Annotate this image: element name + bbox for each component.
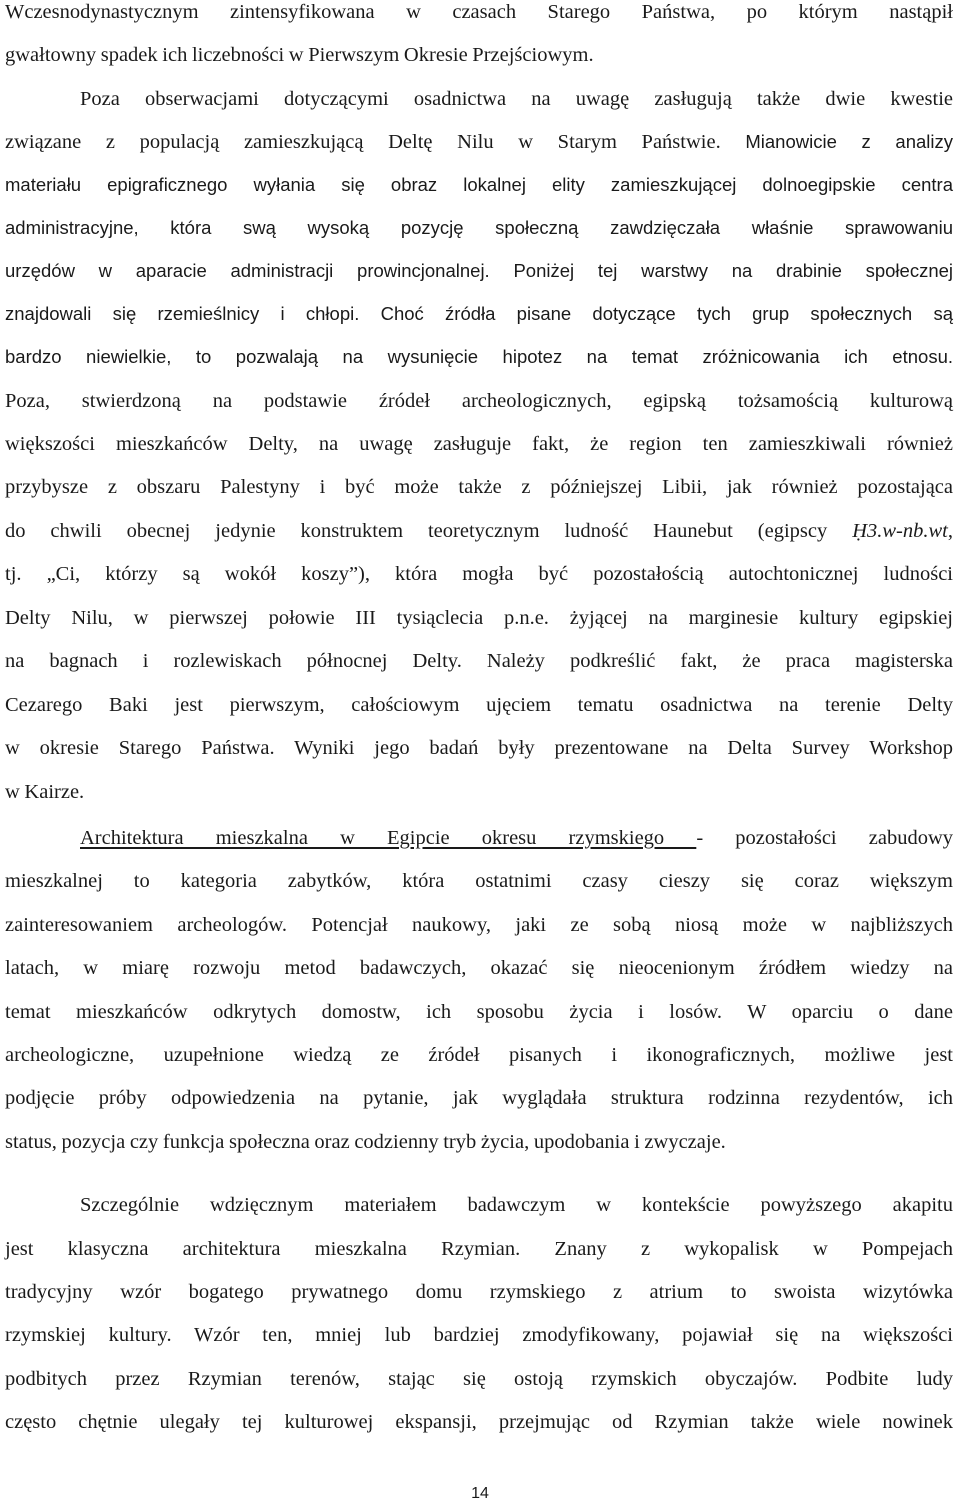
text-line: mieszkalnej to kategoria zabytków, która ostatnimi czasy cieszy się coraz większym	[5, 870, 953, 892]
text-line: gwałtowny spadek ich liczebności w Pierwszym Okresie Przejściowym.	[5, 44, 594, 66]
text-line: temat mieszkańców odkrytych domostw, ich sposobu życia i losów. W oparciu o dane	[5, 1001, 953, 1023]
text-line: jest klasyczna architektura mieszkalna Rzymian. Znany z wykopalisk w Pompejach	[5, 1238, 954, 1260]
text-line: w Kairze.	[5, 781, 85, 803]
text-line: do chwili obecnej jedynie konstruktem teoretycznym ludność Haunebut (egipscy Ḥ3.w-nb.wt,	[5, 520, 953, 542]
text-line: archeologiczne, uzupełnione wiedzą ze źródeł pisanych i ikonograficznych, możliwe jest	[5, 1044, 953, 1066]
text-line: w okresie Starego Państwa. Wyniki jego badań były prezentowane na Delta Survey Workshop	[5, 737, 953, 759]
text-line: tj. „Ci, którzy są wokół koszy”), która mogła być pozostałością autochtonicznej ludności	[5, 563, 953, 585]
text-line: Delty Nilu, w pierwszej połowie III tysiąclecia p.n.e. żyjącej na marginesie kultury egipskiej	[5, 607, 954, 629]
text-line: zainteresowaniem archeologów. Potencjał naukowy, jaki ze sobą niosą może w najbliższych	[5, 914, 954, 936]
text-line: urzędów w aparacie administracji prowincjonalnej. Poniżej tej warstwy na drabinie społecznej	[5, 260, 954, 281]
text-line: Wczesnodynastycznym zintensyfikowana w czasach Starego Państwa, po którym nastąpił	[5, 1, 953, 23]
text-line: Poza obserwacjami dotyczącymi osadnictwa na uwagę zasługują także dwie kwestie	[80, 88, 953, 110]
text-line: znajdowali się rzemieślnicy i chłopi. Choć źródła pisane dotyczące tych grup społecznych są	[5, 303, 953, 324]
text-line: związane z populacją zamieszkującą Deltę Nilu w Starym Państwie. Mianowicie z analizy	[5, 131, 954, 153]
text-line: administracyjne, która swą wysoką pozycję społeczną zawdzięczała właśnie sprawowaniu	[5, 217, 953, 238]
text-line: rzymskiej kultury. Wzór ten, mniej lub bardziej zmodyfikowany, pojawiał się na większości	[5, 1324, 953, 1346]
text-line: latach, w miarę rozwoju metod badawczych, okazać się nieocenionym źródłem wiedzy na	[5, 957, 953, 979]
text-line: większości mieszkańców Delty, na uwagę zasługuje fakt, że region ten zamieszkiwali również	[5, 433, 953, 455]
text-line: status, pozycja czy funkcja społeczna oraz codzienny tryb życia, upodobania i zwyczaje.	[5, 1131, 726, 1153]
text-line: na bagnach i rozlewiskach północnej Delty. Należy podkreślić fakt, że praca magisterska	[5, 650, 953, 672]
text-line: podjęcie próby odpowiedzenia na pytanie, jak wyglądała struktura rodzinna rezydentów, ich	[5, 1087, 953, 1109]
text-line: tradycyjny wzór bogatego prywatnego domu rzymskiego z atrium to swoista wizytówka	[5, 1281, 953, 1303]
egyptian-transliteration: Ḥ3.w-nb.wt	[852, 520, 948, 542]
page-number: 14	[471, 1485, 489, 1502]
text-line: Poza, stwierdzoną na podstawie źródeł archeologicznych, egipską tożsamością kulturową	[5, 390, 953, 412]
text-line: przybysze z obszaru Palestyny i być może także z późniejszej Libii, jak również pozostająca	[5, 476, 953, 498]
text-line: podbitych przez Rzymian terenów, stając się ostoją rzymskich obyczajów. Podbite ludy	[5, 1368, 953, 1390]
text-line: materiału epigraficznego wyłania się obraz lokalnej elity zamieszkującej dolnoegipskie centra	[5, 174, 953, 195]
text-line: Cezarego Baki jest pierwszym, całościowym ujęciem tematu osadnictwa na terenie Delty	[5, 694, 953, 716]
section-heading: Architektura mieszkalna w Egipcie okresu rzymskiego	[80, 827, 697, 849]
text-line: Szczególnie wdzięcznym materiałem badawczym w kontekście powyższego akapitu	[80, 1194, 953, 1216]
text-line: często chętnie ulegały tej kulturowej ekspansji, przejmując od Rzymian także wiele nowinek	[5, 1411, 953, 1433]
text-line: bardzo niewielkie, to pozwalają na wysunięcie hipotez na temat zróżnicowania ich etnosu.	[5, 346, 953, 367]
text-line: Architektura mieszkalna w Egipcie okresu rzymskiego - pozostałości zabudowy	[80, 827, 953, 849]
